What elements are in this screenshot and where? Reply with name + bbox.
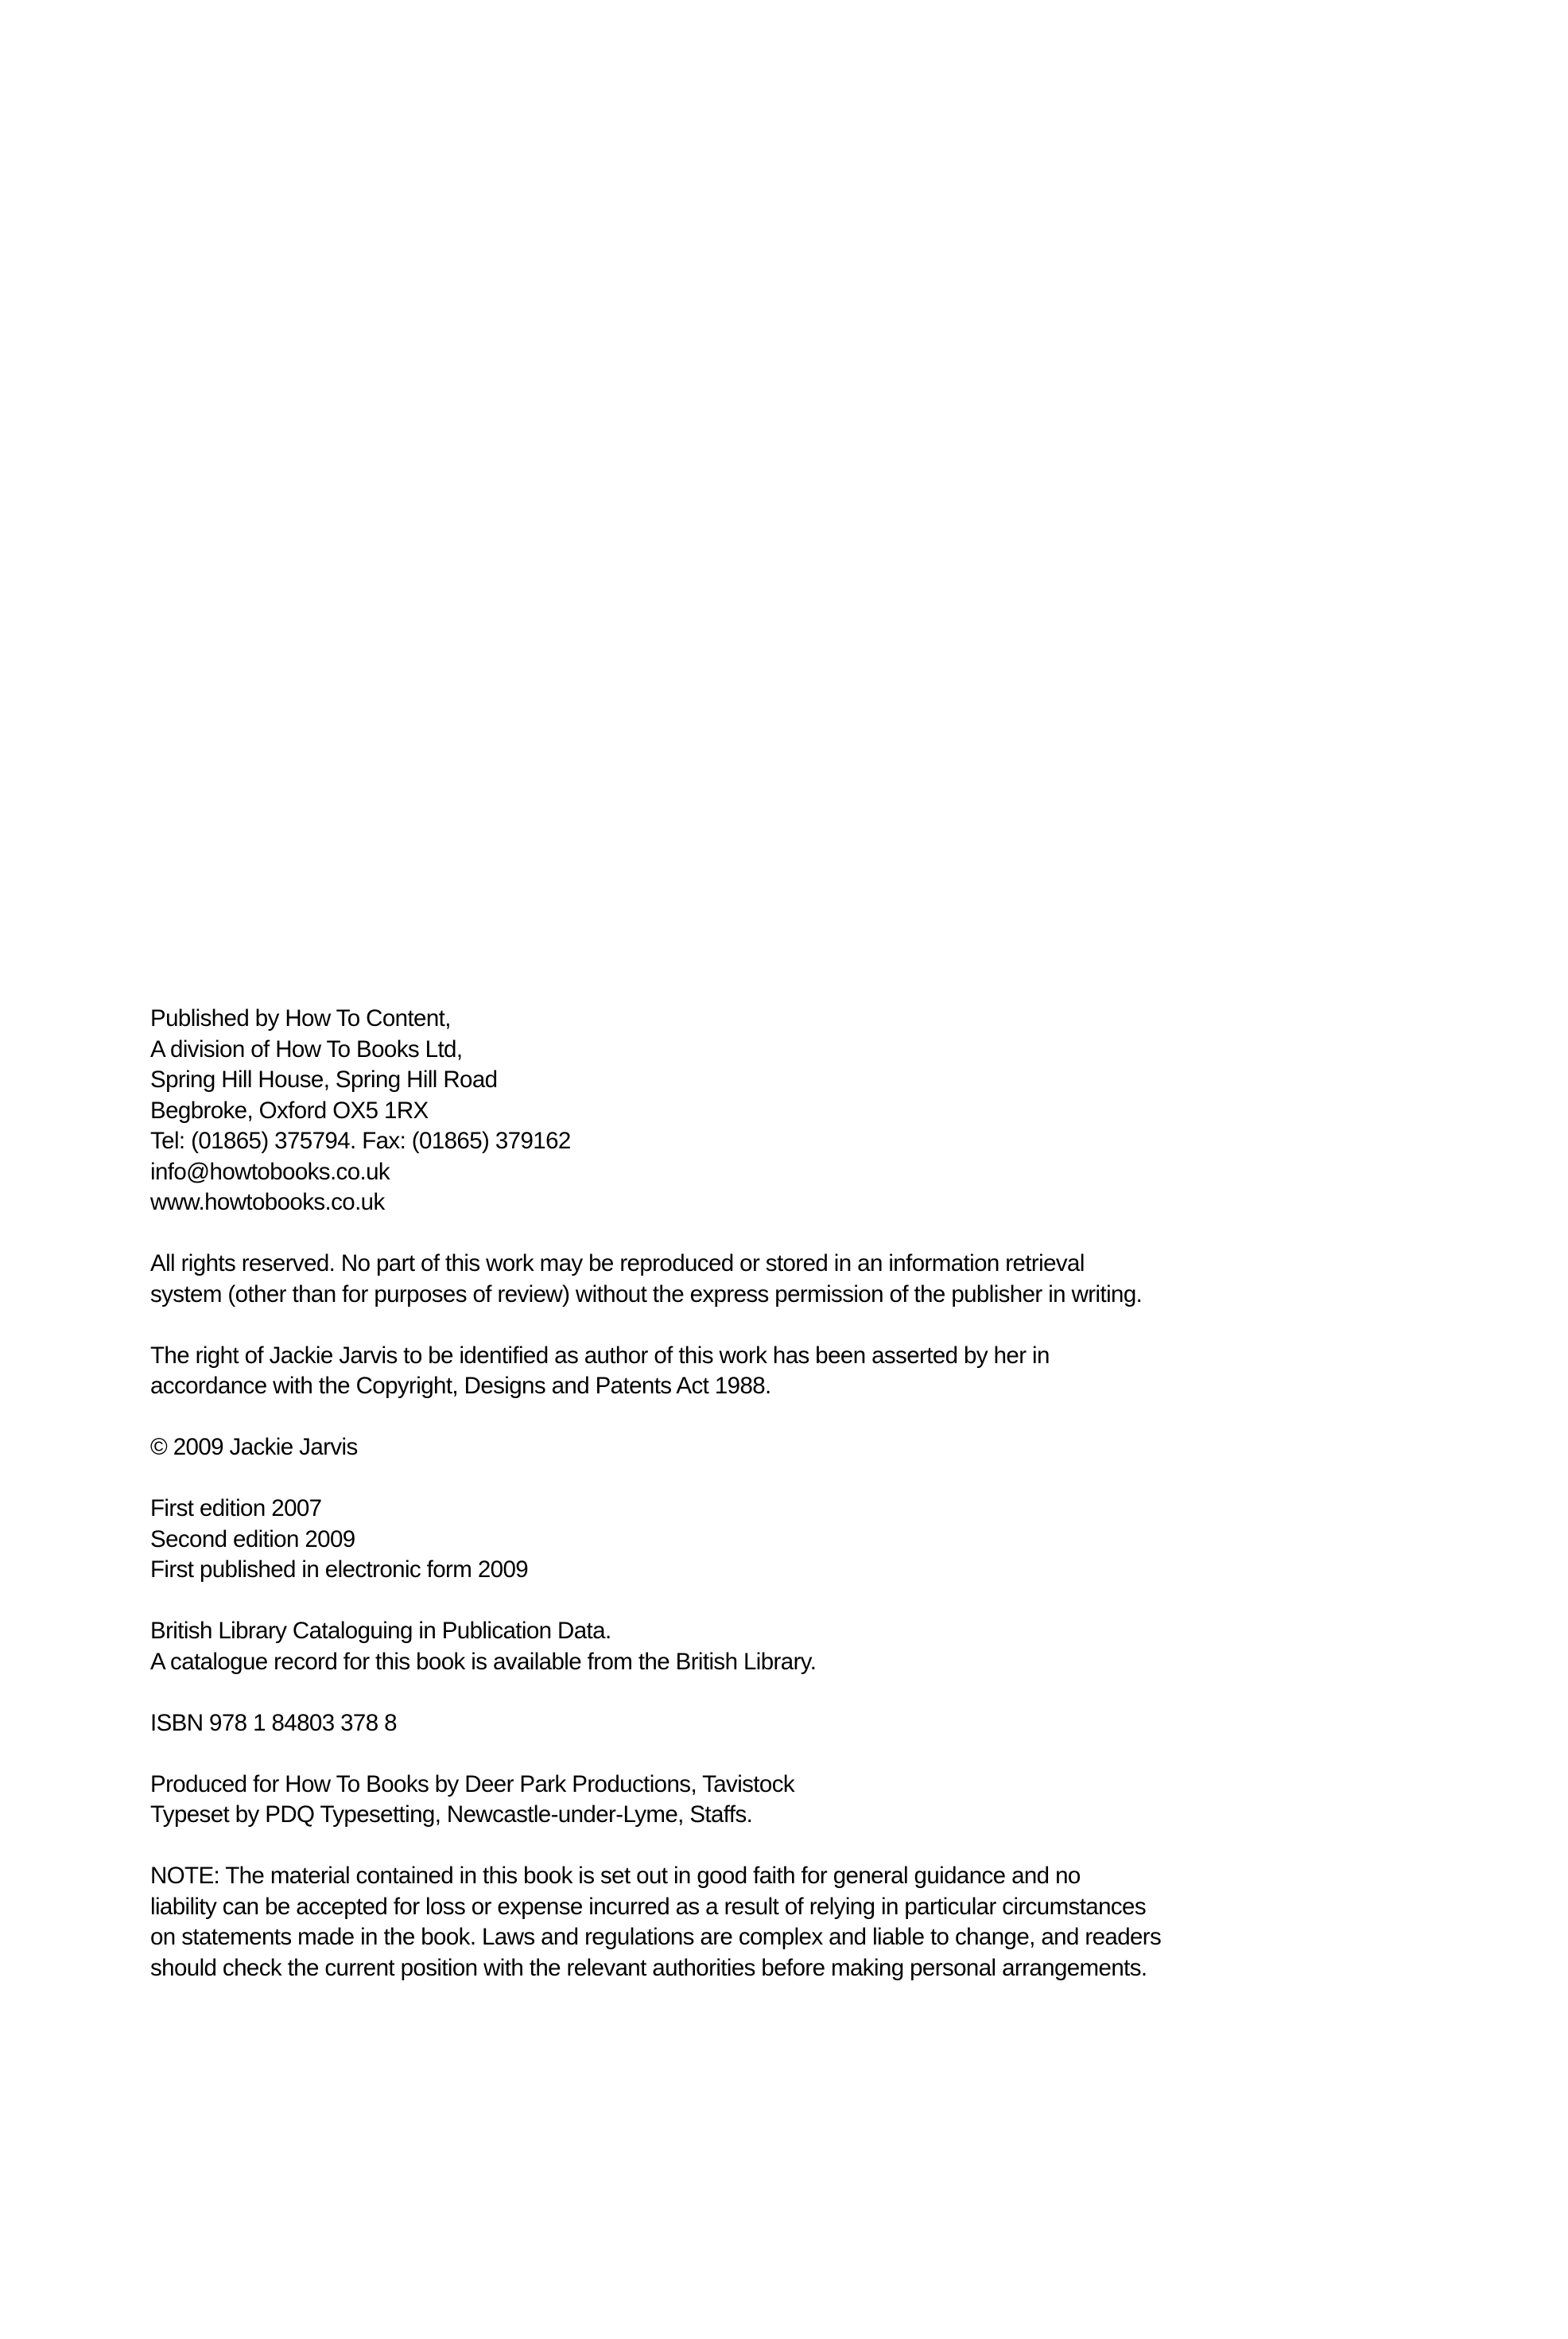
isbn (150, 1708, 1391, 1739)
note-line: on statements made in the book. Laws and regulations are complex and liable to change, and readers (150, 1924, 1162, 1950)
edition-line: First published in electronic form 2009 (150, 1556, 529, 1583)
publisher-website: www.howtobooks.co.uk (150, 1189, 385, 1215)
publisher-phone-fax: Tel: (01865) 375794. Fax: (01865) 379162 (150, 1128, 571, 1154)
edition-line: First edition 2007 (150, 1495, 322, 1521)
publisher-line: A division of How To Books Ltd, (150, 1035, 463, 1063)
production-line: Produced for How To Books by Deer Park Productions, Tavistock (150, 1770, 795, 1797)
publisher-line: Begbroke, Oxford OX5 1RX (150, 1097, 429, 1124)
publisher-line: Spring Hill House, Spring Hill Road (150, 1067, 498, 1093)
disclaimer-note (150, 1861, 1391, 1983)
publisher-line: Published by How To Content, (150, 1005, 451, 1032)
rights-reserved-notice (150, 1249, 1391, 1310)
production-credits (150, 1770, 1391, 1831)
author-right-notice (150, 1341, 1391, 1402)
author-right-line: The right of Jackie Jarvis to be identified as author of this work has been asserted by her in (150, 1342, 1050, 1369)
publisher-email: info@howtobooks.co.uk (150, 1158, 390, 1185)
note-line: NOTE: The material contained in this book is set out in good faith for general guidance and no (150, 1863, 1081, 1889)
imprint-text-block (150, 1004, 1391, 1983)
publisher-address (150, 1004, 1391, 1218)
copyright-notice (150, 1432, 1391, 1463)
cataloguing-line: A catalogue record for this book is available from the British Library. (150, 1648, 817, 1675)
edition-history (150, 1494, 1391, 1586)
note-line: should check the current position with the relevant authorities before making personal arrangements. (150, 1954, 1147, 1981)
typesetting-line: Typeset by PDQ Typesetting, Newcastle-under-Lyme, Staffs. (150, 1801, 753, 1828)
cataloguing-line: British Library Cataloguing in Publication Data. (150, 1618, 611, 1644)
edition-line: Second edition 2009 (150, 1525, 355, 1552)
rights-line: system (other than for purposes of review) without the express permission of the publisher in writing. (150, 1280, 1143, 1307)
isbn-line: ISBN 978 1 84803 378 8 (150, 1709, 397, 1736)
rights-line: All rights reserved. No part of this work may be reproduced or stored in an information retrieval (150, 1250, 1085, 1276)
author-right-line: accordance with the Copyright, Designs and Patents Act 1988. (150, 1373, 771, 1399)
note-line: liability can be accepted for loss or expense incurred as a result of relying in particular circumstances (150, 1893, 1147, 1920)
copyright-line: © 2009 Jackie Jarvis (150, 1434, 358, 1460)
cataloguing-data (150, 1616, 1391, 1677)
